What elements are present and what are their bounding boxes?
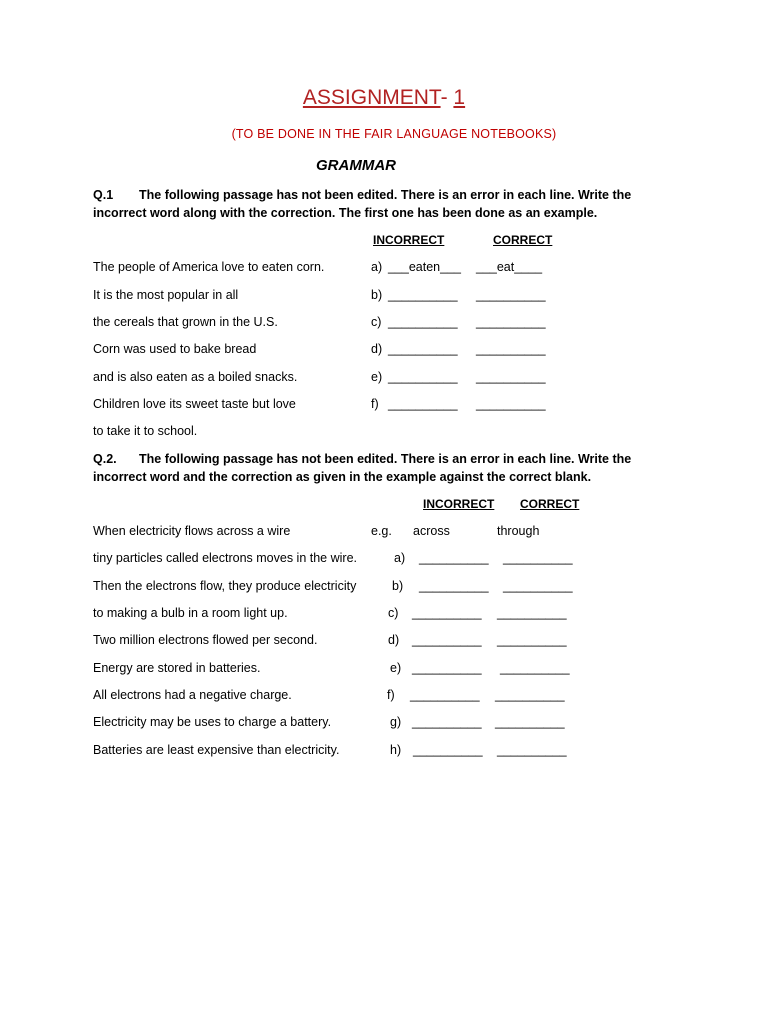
q2-correct-blank: __________: [497, 743, 567, 757]
q2-row-label: f): [387, 688, 395, 702]
q2-sentence: Batteries are least expensive than electricity.: [93, 743, 340, 757]
q2-incorrect-blank: __________: [419, 579, 489, 593]
q2-correct-blank: __________: [503, 551, 573, 565]
assignment-title-dash: -: [440, 86, 448, 109]
q1-row-label: b): [371, 288, 383, 302]
q2-incorrect-blank: __________: [412, 715, 482, 729]
q1-row-label: c): [371, 315, 382, 329]
q2-sentence: Two million electrons flowed per second.: [93, 633, 318, 647]
q2-correct-blank: __________: [497, 633, 567, 647]
q1-incorrect-blank: __________: [388, 288, 458, 302]
q1-incorrect-blank: __________: [388, 342, 458, 356]
q2-correct-header: CORRECT: [520, 497, 580, 511]
q2-correct-blank: __________: [495, 688, 565, 702]
q2-incorrect-blank: __________: [412, 606, 482, 620]
q1-incorrect-blank: ___eaten___: [388, 260, 461, 274]
q2-sentence: Energy are stored in batteries.: [93, 661, 261, 675]
q2-incorrect-blank: __________: [412, 661, 482, 675]
q2-correct-blank: __________: [500, 661, 570, 675]
q1-incorrect-blank: __________: [388, 397, 458, 411]
assignment-subtitle: (TO BE DONE IN THE FAIR LANGUAGE NOTEBOOKS): [231, 127, 557, 141]
q2-row-label: h): [390, 743, 402, 757]
q2-number: Q.2.: [93, 452, 117, 466]
q2-sentence: Then the electrons flow, they produce electricity: [93, 579, 357, 593]
q1-correct-blank: __________: [476, 370, 546, 384]
q1-sentence: the cereals that grown in the U.S.: [93, 315, 278, 329]
q1-number: Q.1: [93, 188, 114, 202]
q1-sentence: It is the most popular in all: [93, 288, 239, 302]
q2-correct-blank: __________: [503, 579, 573, 593]
q2-correct-blank: __________: [497, 606, 567, 620]
assignment-title-text: ASSIGNMENT: [302, 86, 441, 109]
q2-row-label: g): [390, 715, 402, 729]
q1-correct-blank: __________: [476, 397, 546, 411]
q2-sentence: All electrons had a negative charge.: [93, 688, 292, 702]
q1-correct-blank: __________: [476, 288, 546, 302]
q1-row-label: f): [371, 397, 379, 411]
q2-incorrect-blank: __________: [419, 551, 489, 565]
q1-correct-blank: __________: [476, 315, 546, 329]
q2-row-label: d): [388, 633, 400, 647]
section-heading: GRAMMAR: [316, 157, 396, 174]
q2-incorrect-blank: __________: [410, 688, 480, 702]
q2-incorrect-blank: __________: [413, 743, 483, 757]
q2-row-label: e.g.: [371, 524, 392, 538]
q1-correct-header: CORRECT: [493, 233, 553, 247]
q2-row-label: b): [392, 579, 404, 593]
q1-incorrect-header: INCORRECT: [373, 233, 445, 247]
q1-sentence: The people of America love to eaten corn.: [93, 260, 325, 274]
assignment-number: 1: [453, 86, 466, 109]
q2-sentence: to making a bulb in a room light up.: [93, 606, 288, 620]
q1-correct-blank: __________: [476, 342, 546, 356]
q1-incorrect-blank: __________: [388, 315, 458, 329]
q2-incorrect-blank: __________: [412, 633, 482, 647]
q2-correct-blank: __________: [495, 715, 565, 729]
q2-sentence: When electricity flows across a wire: [93, 524, 291, 538]
q1-row-label: e): [371, 370, 383, 384]
q1-incorrect-blank: __________: [388, 370, 458, 384]
q2-instruction-line2: incorrect word and the correction as given in the example against the correct blank.: [93, 470, 592, 484]
q2-instruction-line1: The following passage has not been edited. There is an error in each line. Write the: [139, 452, 632, 466]
q2-sentence: tiny particles called electrons moves in the wire.: [93, 551, 358, 565]
q1-correct-blank: ___eat____: [476, 260, 543, 274]
q1-last-line: to take it to school.: [93, 424, 198, 438]
q1-row-label: a): [371, 260, 383, 274]
q2-row-label: e): [390, 661, 402, 675]
q2-incorrect-blank: across: [413, 524, 450, 538]
q1-instruction-line1: The following passage has not been edited. There is an error in each line. Write the: [139, 188, 632, 202]
q1-sentence: and is also eaten as a boiled snacks.: [93, 370, 298, 384]
q1-instruction-line2: incorrect word along with the correction. The first one has been done as an example.: [93, 206, 598, 220]
q1-sentence: Children love its sweet taste but love: [93, 397, 296, 411]
assignment-title: [0, 86, 768, 110]
q2-row-label: a): [394, 551, 406, 565]
q1-row-label: d): [371, 342, 383, 356]
q2-sentence: Electricity may be uses to charge a battery.: [93, 715, 332, 729]
q2-row-label: c): [388, 606, 399, 620]
q2-correct-blank: through: [497, 524, 540, 538]
q1-sentence: Corn was used to bake bread: [93, 342, 257, 356]
q2-incorrect-header: INCORRECT: [423, 497, 495, 511]
